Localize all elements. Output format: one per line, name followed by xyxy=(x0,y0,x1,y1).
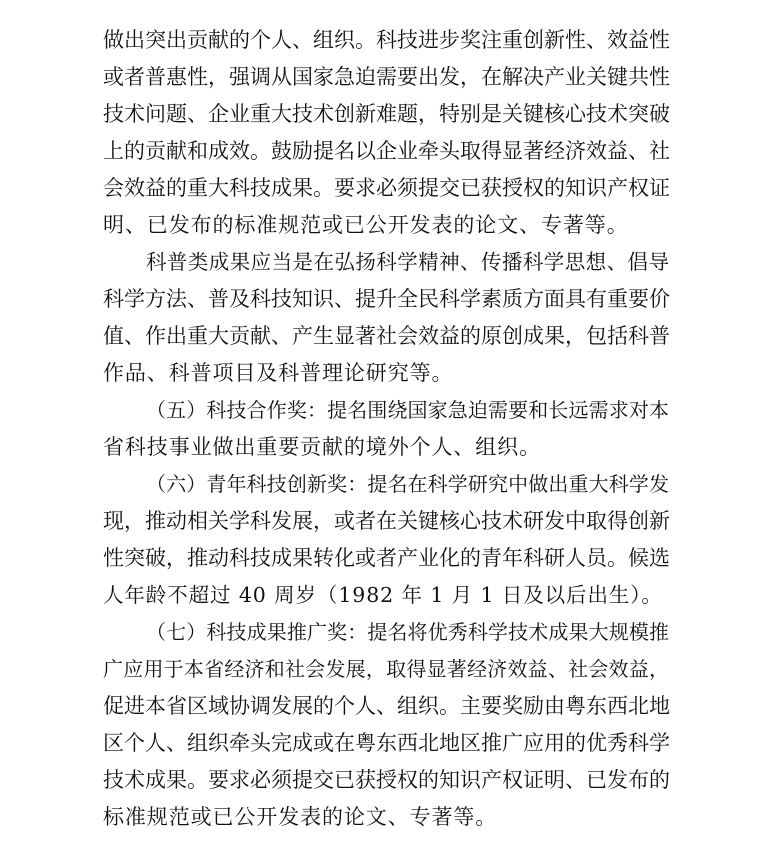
text-line: 科学方法、普及科技知识、提升全民科学素质方面具有重要价 xyxy=(103,287,670,311)
text-line: 区个人、组织牵头完成或在粤东西北地区推广应用的优秀科学 xyxy=(103,731,670,755)
text-line: 广应用于本省经济和社会发展，取得显著经济效益、社会效益， xyxy=(103,657,669,681)
text-line: 现，推动相关学科发展，或者在关键核心技术研发中取得创新 xyxy=(103,509,670,533)
paragraph-first-line: （五）科技合作奖：提名围绕国家急迫需要和长远需求对本 xyxy=(146,398,669,422)
paragraph-first-line: （六）青年科技创新奖：提名在科学研究中做出重大科学发 xyxy=(146,472,669,496)
text-line: 技术问题、企业重大技术创新难题，特别是关键核心技术突破 xyxy=(103,102,670,126)
text-line: 性突破，推动科技成果转化或者产业化的青年科研人员。候选 xyxy=(103,546,670,570)
text-line: 标准规范或已公开发表的论文、专著等。 xyxy=(103,805,498,829)
text-line: 技术成果。要求必须提交已获授权的知识产权证明、已发布的 xyxy=(103,768,670,792)
paragraph-first-line: 科普类成果应当是在弘扬科学精神、传播科学思想、倡导 xyxy=(146,250,669,274)
text-line: 或者普惠性，强调从国家急迫需要出发，在解决产业关键共性 xyxy=(103,65,670,89)
text-line: 值、作出重大贡献、产生显著社会效益的原创成果，包括科普 xyxy=(103,324,670,348)
text-line: 作品、科普项目及科普理论研究等。 xyxy=(103,361,454,385)
text-line: 人年龄不超过 40 周岁（1982 年 1 月 1 日及以后出生）。 xyxy=(103,583,663,607)
text-line: 会效益的重大科技成果。要求必须提交已获授权的知识产权证 xyxy=(103,176,670,200)
text-line: 省科技事业做出重要贡献的境外个人、组织。 xyxy=(103,435,541,459)
text-line: 促进本省区域协调发展的个人、组织。主要奖励由粤东西北地 xyxy=(103,694,670,718)
text-line: 做出突出贡献的个人、组织。科技进步奖注重创新性、效益性 xyxy=(103,28,670,52)
text-line: 上的贡献和成效。鼓励提名以企业牵头取得显著经济效益、社 xyxy=(103,139,670,163)
paragraph-first-line: （七）科技成果推广奖：提名将优秀科学技术成果大规模推 xyxy=(146,620,669,644)
text-line: 明、已发布的标准规范或已公开发表的论文、专著等。 xyxy=(103,213,629,237)
